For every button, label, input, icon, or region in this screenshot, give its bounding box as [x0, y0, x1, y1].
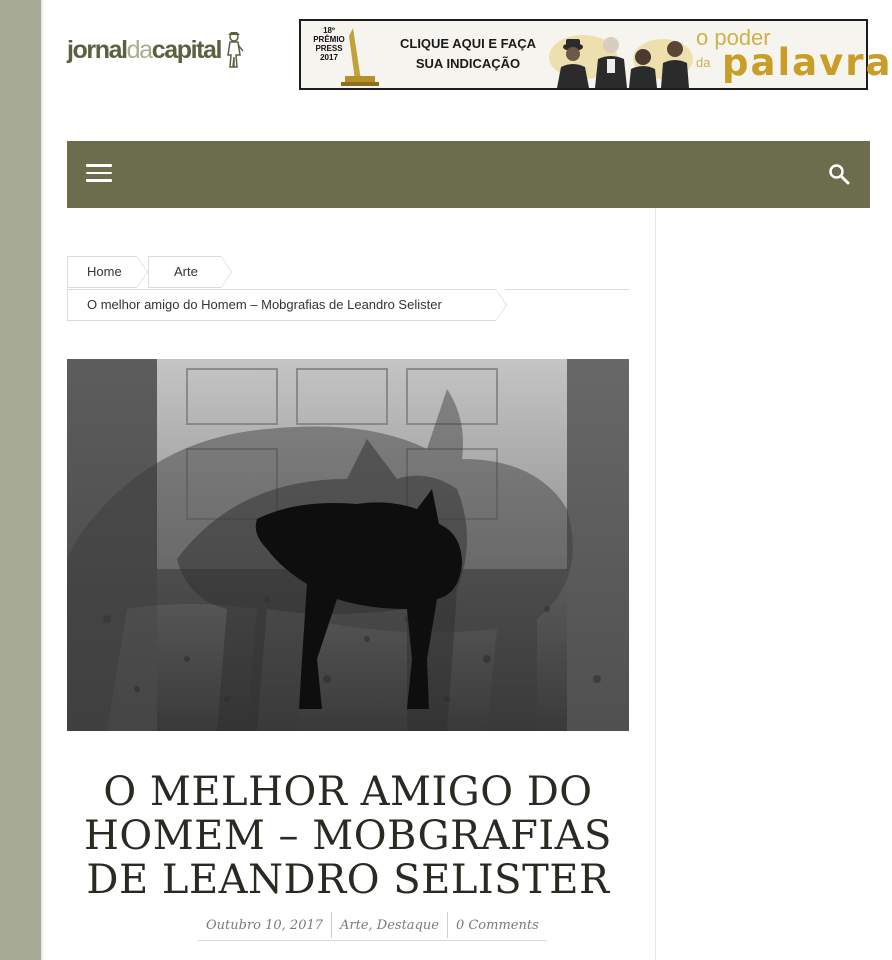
article-meta — [198, 910, 547, 941]
award-text: 18º PRÊMIO PRESS 2017 — [313, 26, 345, 62]
breadcrumb-home[interactable]: Home — [67, 256, 137, 288]
search-icon[interactable] — [828, 163, 850, 185]
breadcrumb-arte[interactable]: Arte — [148, 256, 221, 288]
breadcrumb-current: O melhor amigo do Homem – Mobgrafias de Leandro Selister — [67, 289, 496, 321]
award-trophy — [309, 24, 373, 87]
article-hero-image[interactable] — [67, 359, 629, 731]
cat-photo — [67, 359, 629, 731]
left-rail — [0, 0, 41, 960]
main-navbar — [67, 141, 870, 208]
article-comments[interactable]: 0 Comments — [455, 917, 539, 933]
breadcrumb-divider — [505, 289, 629, 290]
logo-text: jornaldacapital — [67, 35, 222, 64]
article-title: O MELHOR AMIGO DO HOMEM – MOBGRAFIAS DE LEANDRO SELISTER — [84, 769, 612, 903]
banner-people-photo — [543, 27, 703, 88]
sidebar-divider — [655, 208, 656, 960]
article-categories[interactable]: Arte, Destaque — [340, 917, 439, 933]
site-logo[interactable] — [67, 30, 244, 70]
banner-cta: CLIQUE AQUI E FAÇA SUA INDICAÇÃO — [399, 36, 537, 71]
award-banner[interactable] — [299, 19, 892, 90]
page-shadow — [41, 0, 44, 960]
article-date: Outubro 10, 2017 — [206, 917, 324, 933]
logo-figure-icon — [224, 31, 244, 69]
hamburger-icon[interactable] — [86, 164, 112, 184]
banner-slogan: o poder da palavra — [696, 25, 892, 84]
